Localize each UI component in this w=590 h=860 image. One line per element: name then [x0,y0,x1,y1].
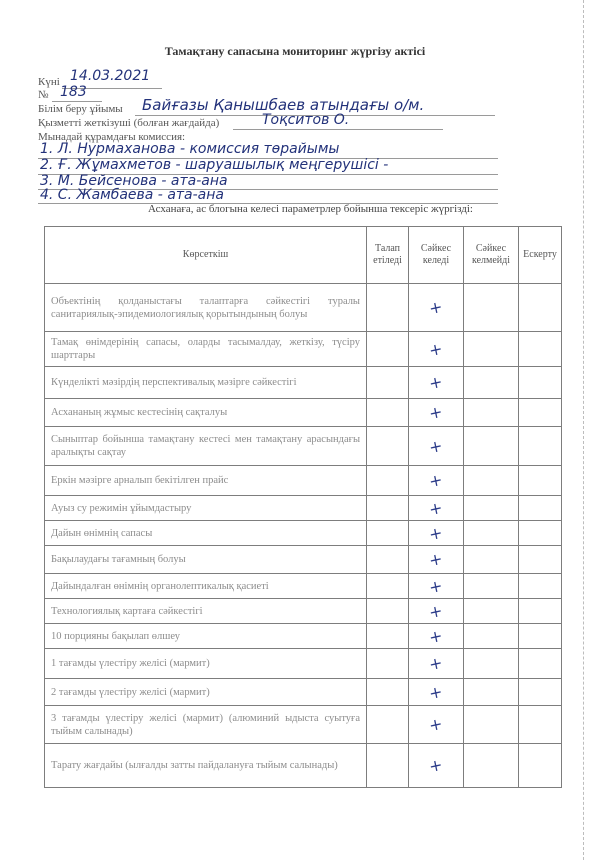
note-cell [519,284,562,332]
compliant-cell [409,574,464,599]
number-label: № [38,89,49,101]
note-cell [519,624,562,649]
indicator-cell: 2 тағамды үлестіру желісі (мармит) [45,679,367,706]
noncompliant-cell [464,546,519,574]
col-header-compliant: Сәйкес келеді [409,227,464,284]
compliant-cell [409,546,464,574]
indicator-cell: 1 тағамды үлестіру желісі (мармит) [45,649,367,679]
school-value: Байғазы Қанышбаев атындағы о/м. [142,96,425,114]
table-row [45,367,562,399]
indicator-cell: 10 порцияны бақылап өлшеу [45,624,367,649]
indicator-cell: Технологиялық картаға сәйкестігі [45,599,367,624]
indicator-cell: Ауыз су режимін ұйымдастыру [45,496,367,521]
note-cell [519,466,562,496]
compliant-cell [409,496,464,521]
compliant-mark: + [427,497,445,519]
commission-label: Мынадай құрамдағы комиссия: [38,131,186,143]
table-header-row [45,227,562,284]
noncompliant-cell [464,649,519,679]
supplier-underline [233,129,443,130]
indicator-cell: Тамақ өнімдерінің сапасы, оларды тасымалдау, жеткізу, түсіру шарттары [45,332,367,367]
table-row [45,496,562,521]
noncompliant-cell [464,679,519,706]
commission-member-3: 3. М. Бейсенова - ата-ана [40,173,228,189]
required-cell [367,399,409,427]
required-cell [367,521,409,546]
note-cell [519,679,562,706]
compliant-mark: + [427,600,445,622]
note-cell [519,332,562,367]
document-title: Тамақтану сапасына мониторинг жүргізу актісі [164,44,426,58]
compliant-cell [409,649,464,679]
compliant-cell [409,521,464,546]
indicator-cell: 3 тағамды үлестіру желісі (мармит) (алюминий ыдыста суытуға тыйым салынады) [45,706,367,744]
noncompliant-cell [464,284,519,332]
noncompliant-cell [464,332,519,367]
note-cell [519,521,562,546]
number-value: 183 [60,84,87,100]
supplier-value: Тоқситов О. [262,112,350,128]
compliant-mark: + [427,681,445,703]
compliant-mark: + [427,371,445,394]
commission-member-2: 2. Ғ. Жұмахметов - шаруашылық меңгерушісі - [40,157,389,173]
table-row [45,546,562,574]
compliant-mark: + [427,522,445,544]
noncompliant-cell [464,367,519,399]
supplier-label: Қызметті жеткізуші (болған жағдайда) [38,117,220,129]
required-cell [367,649,409,679]
required-cell [367,496,409,521]
required-cell [367,599,409,624]
date-label: Күні [38,76,60,88]
indicator-cell: Тарату жағдайы (ылғалды затты пайдалануға тыйым салынады) [45,744,367,788]
compliant-mark: + [427,754,445,777]
date-value: 14.03.2021 [70,68,151,84]
compliant-cell [409,367,464,399]
compliant-cell [409,399,464,427]
note-cell [519,574,562,599]
compliant-cell [409,427,464,466]
number-underline [52,101,102,102]
required-cell [367,574,409,599]
indicator-cell: Дайын өнімнің сапасы [45,521,367,546]
required-cell [367,546,409,574]
commission-member-4: 4. С. Жамбаева - ата-ана [40,187,224,203]
compliant-cell [409,466,464,496]
compliant-mark: + [427,435,445,457]
table-row [45,706,562,744]
compliant-cell [409,599,464,624]
indicator-cell: Асхананың жұмыс кестесінің сақталуы [45,399,367,427]
indicator-cell: Еркін мәзірге арналып бекітілген прайс [45,466,367,496]
note-cell [519,744,562,788]
compliant-mark: + [427,652,445,675]
table-row [45,599,562,624]
compliant-cell [409,284,464,332]
indicator-cell: Дайындалған өнімнің органолептикалық қасиеті [45,574,367,599]
table-row [45,679,562,706]
note-cell [519,496,562,521]
compliant-mark: + [427,625,445,647]
noncompliant-cell [464,466,519,496]
note-cell [519,367,562,399]
table-row [45,284,562,332]
noncompliant-cell [464,399,519,427]
note-cell [519,599,562,624]
compliant-cell [409,624,464,649]
required-cell [367,679,409,706]
table-row [45,427,562,466]
indicator-cell: Сыныптар бойынша тамақтану кестесі мен тамақтану арасындағы аралықты сақтау [45,427,367,466]
table-row [45,332,562,367]
required-cell [367,706,409,744]
note-cell [519,546,562,574]
inspection-table [44,226,562,788]
table-row [45,624,562,649]
intro-text: Асханаға, ас блогына келесі параметрлер бойынша тексеріс жүргізді: [148,203,473,215]
table-row [45,466,562,496]
compliant-mark: + [427,296,445,319]
table-row [45,574,562,599]
note-cell [519,427,562,466]
table-row [45,521,562,546]
compliant-mark: + [427,548,445,571]
compliant-mark: + [427,469,445,492]
note-cell [519,399,562,427]
indicator-cell: Күнделікті мәзірдің перспективалық мәзірге сәйкестігі [45,367,367,399]
indicator-cell: Объектінің қолданыстағы талаптарға сәйкестігі туралы санитариялық-эпидемиологиялық қорытындының болуы [45,284,367,332]
compliant-mark: + [427,338,445,360]
noncompliant-cell [464,599,519,624]
required-cell [367,367,409,399]
compliant-cell [409,679,464,706]
compliant-mark: + [427,713,445,736]
page-edge [583,0,585,860]
required-cell [367,427,409,466]
col-header-required: Талап етіледі [367,227,409,284]
note-cell [519,649,562,679]
noncompliant-cell [464,496,519,521]
compliant-cell [409,706,464,744]
noncompliant-cell [464,706,519,744]
noncompliant-cell [464,574,519,599]
required-cell [367,624,409,649]
table-row [45,399,562,427]
table-row [45,744,562,788]
note-cell [519,706,562,744]
noncompliant-cell [464,427,519,466]
col-header-noncompliant: Сәйкес келмейді [464,227,519,284]
noncompliant-cell [464,624,519,649]
table-row [45,649,562,679]
school-label: Білім беру ұйымы [38,103,123,115]
col-header-indicator: Көрсеткіш [45,227,367,284]
compliant-cell [409,744,464,788]
required-cell [367,466,409,496]
noncompliant-cell [464,521,519,546]
required-cell [367,332,409,367]
col-header-note: Ескерту [519,227,562,284]
compliant-mark: + [427,401,445,424]
required-cell [367,284,409,332]
indicator-cell: Бақылаудағы тағамның болуы [45,546,367,574]
required-cell [367,744,409,788]
commission-member-1: 1. Л. Нурмаханова - комиссия төрайымы [40,141,340,157]
compliant-cell [409,332,464,367]
noncompliant-cell [464,744,519,788]
compliant-mark: + [427,575,445,597]
